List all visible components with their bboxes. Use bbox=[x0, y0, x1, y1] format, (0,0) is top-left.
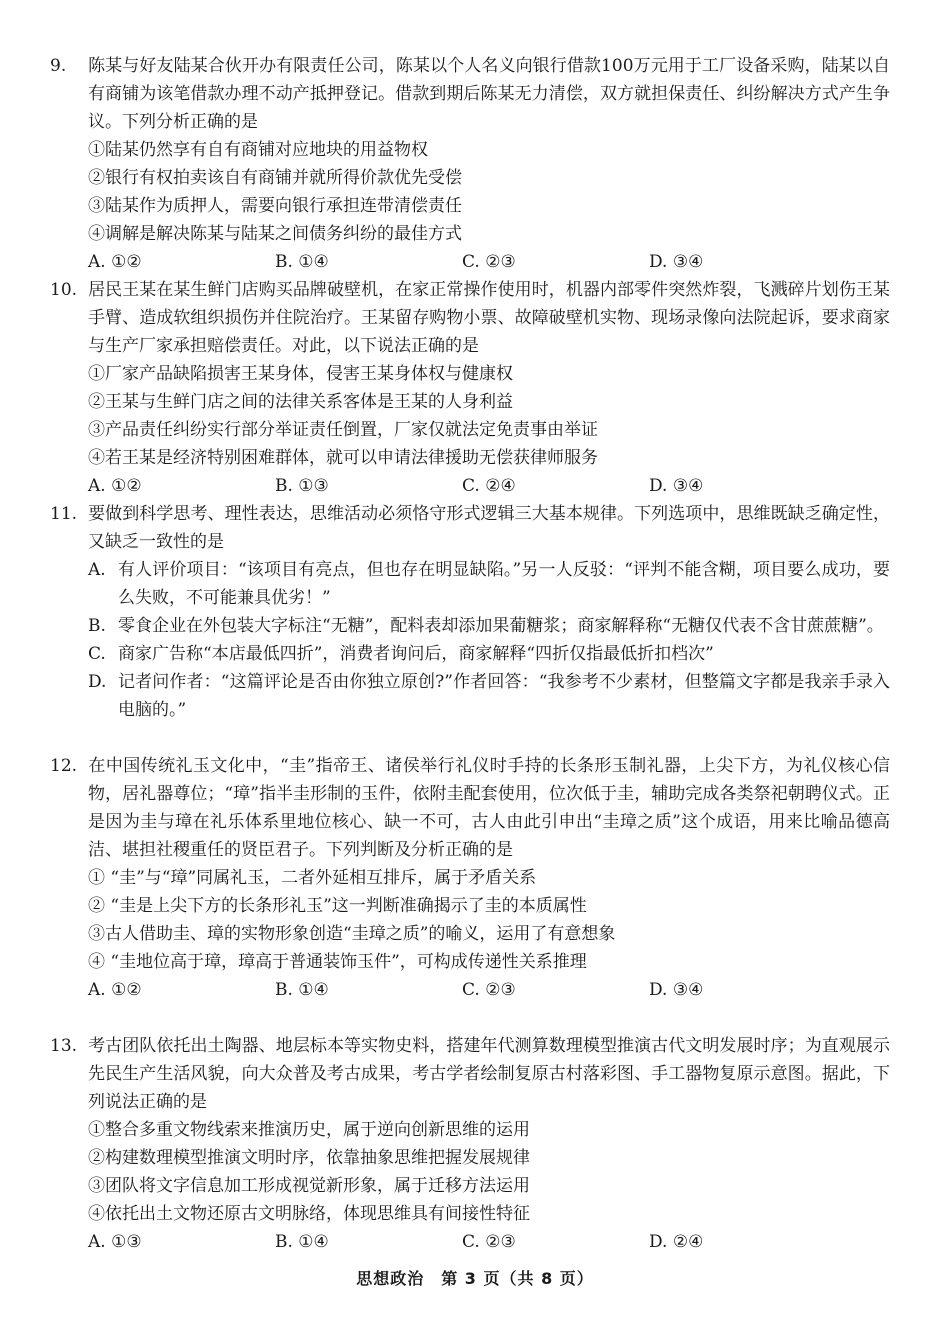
choice-a bbox=[50, 556, 890, 612]
option-c: C. ②③ bbox=[462, 980, 516, 1000]
option-a: A. ①③ bbox=[88, 1232, 142, 1252]
option-b: B. ①④ bbox=[275, 1232, 329, 1252]
choice-letter: D. bbox=[88, 672, 107, 692]
question-stem bbox=[50, 500, 890, 556]
option-a: A. ①② bbox=[88, 476, 142, 496]
question-10 bbox=[50, 276, 890, 500]
option-b: B. ①④ bbox=[275, 252, 329, 272]
option-d: D. ②④ bbox=[649, 1232, 704, 1252]
question-text: 在中国传统礼玉文化中，“圭”指帝王、诸侯举行礼仪时手持的长条形玉制礼器，上尖下方，为礼仪核心信物，居礼器尊位；“璋”指半圭形制的玉件，依附圭配套使用，位次低于圭，辅助完成各类祭祀朝聘仪式。正是因为圭与璋在礼乐体系里地位核心、缺一不可，古人由此引申出“圭璋之质”这个成语，用来比喻品德高洁、堪担社稷重任的贤臣君子。下列判断及分析正确的是 bbox=[88, 756, 890, 860]
statement: ①厂家产品缺陷损害王某身体，侵害王某身体权与健康权 bbox=[88, 364, 513, 384]
question-text: 居民王某在某生鲜门店购买品牌破壁机，在家正常操作使用时，机器内部零件突然炸裂，飞溅碎片划伤王某手臂、造成软组织损伤并住院治疗。王某留存购物小票、故障破壁机实物、现场录像向法院起诉，要求商家与生产厂家承担赔偿责任。对此，以下说法正确的是 bbox=[88, 280, 890, 356]
option-d: D. ③④ bbox=[649, 252, 704, 272]
statement: ②王某与生鲜门店之间的法律关系客体是王某的人身利益 bbox=[88, 392, 513, 412]
question-text: 要做到科学思考、理性表达，思维活动必须恪守形式逻辑三大基本规律。下列选项中，思维既缺乏确定性，又缺乏一致性的是 bbox=[88, 504, 890, 552]
statement: ② “圭是上尖下方的长条形礼玉”这一判断准确揭示了圭的本质属性 bbox=[88, 896, 587, 916]
statement: ④ “圭地位高于璋，璋高于普通装饰玉件”，可构成传递性关系推理 bbox=[88, 952, 587, 972]
question-11 bbox=[50, 500, 890, 724]
statement: ③团队将文字信息加工形成视觉新形象，属于迁移方法运用 bbox=[88, 1176, 530, 1196]
page-footer: 思想政治 第 3 页（共 8 页） bbox=[356, 1269, 594, 1288]
question-stem bbox=[50, 752, 890, 864]
statement: ③古人借助圭、璋的实物形象创造“圭璋之质”的喻义，运用了有意想象 bbox=[88, 924, 616, 944]
options-row bbox=[50, 472, 890, 500]
option-b: B. ①③ bbox=[275, 476, 329, 496]
statement: ④若王某是经济特别困难群体，就可以申请法律援助无偿获律师服务 bbox=[88, 448, 598, 468]
statement: ④调解是解决陈某与陆某之间债务纠纷的最佳方式 bbox=[88, 224, 462, 244]
choice-letter: A. bbox=[88, 560, 106, 580]
option-b: B. ①④ bbox=[275, 980, 329, 1000]
option-a: A. ①② bbox=[88, 980, 142, 1000]
statement: ①整合多重文物线索来推演历史，属于逆向创新思维的运用 bbox=[88, 1120, 530, 1140]
choice-text: 有人评价项目：“该项目有亮点，但也存在明显缺陷。”另一人反驳：“评判不能含糊，项目要么成功，要么失败，不可能兼具优劣！” bbox=[118, 560, 890, 608]
question-stem bbox=[50, 276, 890, 360]
question-number: 12. bbox=[50, 756, 78, 776]
options-row bbox=[50, 1228, 890, 1256]
question-stem bbox=[50, 52, 890, 136]
statement: ②构建数理模型推演文明时序，依靠抽象思维把握发展规律 bbox=[88, 1148, 530, 1168]
question-text: 陈某与好友陆某合伙开办有限责任公司，陈某以个人名义向银行借款100万元用于工厂设备采购，陆某以自有商铺为该笔借款办理不动产抵押登记。借款到期后陈某无力清偿，双方就担保责任、纠纷解决方式产生争议。下列分析正确的是 bbox=[88, 56, 890, 132]
option-d: D. ③④ bbox=[649, 980, 704, 1000]
option-a: A. ①② bbox=[88, 252, 142, 272]
question-number: 11. bbox=[50, 504, 78, 524]
choice-c bbox=[50, 640, 890, 668]
option-d: D. ③④ bbox=[649, 476, 704, 496]
question-12 bbox=[50, 752, 890, 1004]
option-c: C. ②④ bbox=[462, 476, 516, 496]
question-9 bbox=[50, 52, 890, 276]
choice-letter: B. bbox=[88, 616, 106, 636]
question-number: 10. bbox=[50, 280, 78, 300]
choice-text: 零食企业在外包装大字标注“无糖”，配料表却添加果葡糖浆；商家解释称“无糖仅代表不含甘蔗蔗糖”。 bbox=[118, 616, 884, 636]
choice-text: 商家广告称“本店最低四折”，消费者询问后，商家解释“四折仅指最低折扣档次” bbox=[118, 644, 714, 664]
question-number: 13. bbox=[50, 1036, 78, 1056]
choice-text: 记者问作者：“这篇评论是否由你独立原创?”作者回答：“我参考不少素材，但整篇文字都是我亲手录入电脑的。” bbox=[118, 672, 890, 720]
option-c: C. ②③ bbox=[462, 252, 516, 272]
question-number: 9. bbox=[50, 56, 67, 76]
choice-letter: C. bbox=[88, 644, 106, 664]
question-13 bbox=[50, 1032, 890, 1256]
question-stem bbox=[50, 1032, 890, 1116]
statement: ③产品责任纠纷实行部分举证责任倒置，厂家仅就法定免责事由举证 bbox=[88, 420, 598, 440]
choice-d bbox=[50, 668, 890, 724]
options-row bbox=[50, 976, 890, 1004]
option-c: C. ②③ bbox=[462, 1232, 516, 1252]
statement: ①陆某仍然享有自有商铺对应地块的用益物权 bbox=[88, 140, 428, 160]
choice-b bbox=[50, 612, 890, 640]
statement: ③陆某作为质押人，需要向银行承担连带清偿责任 bbox=[88, 196, 462, 216]
question-text: 考古团队依托出土陶器、地层标本等实物史料，搭建年代测算数理模型推演古代文明发展时序；为直观展示先民生产生活风貌，向大众普及考古成果，考古学者绘制复原古村落彩图、手工器物复原示意图。据此，下列说法正确的是 bbox=[88, 1036, 890, 1112]
statement: ②银行有权拍卖该自有商铺并就所得价款优先受偿 bbox=[88, 168, 462, 188]
options-row bbox=[50, 248, 890, 276]
statement: ① “圭”与“璋”同属礼玉，二者外延相互排斥，属于矛盾关系 bbox=[88, 868, 537, 888]
statement: ④依托出土文物还原古文明脉络，体现思维具有间接性特征 bbox=[88, 1204, 530, 1224]
